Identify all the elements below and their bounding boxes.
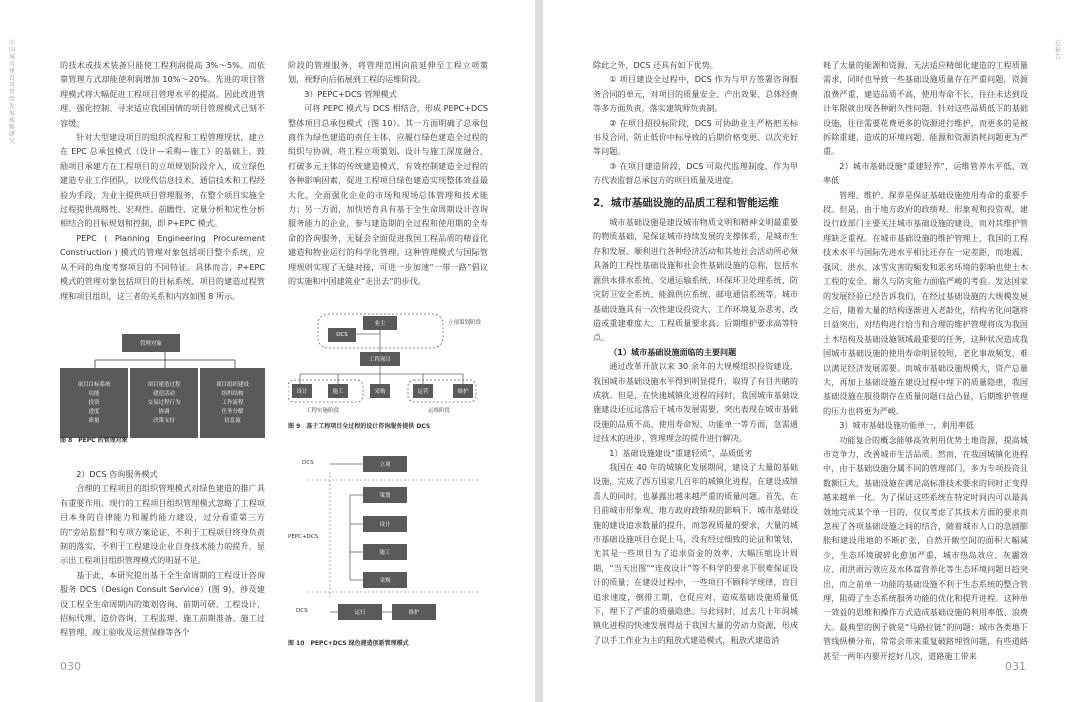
fig10-box: 采购 [363,572,407,588]
paragraph: 阶段的管理服务，将管理范围向前延伸至工程立项策划，视野向后拓展到工程的运维阶段。 [288,60,488,85]
subsection-heading: （1）城市基础设施面临的主要问题 [609,346,737,357]
fig9-right-label: 立项策划阶段 [448,320,482,326]
fig8-item: 项目目标系统 [77,381,111,388]
fig8-item: 交易过程行为 [147,399,181,406]
fig8-item: 工作流程 [221,399,244,406]
subheading: 3）PEPC+DCS 管理模式 [304,88,397,99]
left-page [0,0,535,702]
fig10-label: DCS [296,608,308,614]
figure-9 [288,312,488,417]
subheading: 2）DCS 咨询服务模式 [76,469,158,479]
fig8-item: 质量 [88,417,100,424]
paragraph: 管理、维护、保养是保证基础设施使用寿命的重要手段。但是，由于地方政府的政绩观、形象观和投资观，建设行政部门主要关注城市基础设施的建设，而对其维护管理缺乏重视。在城市基础设施的维护管理上，我国的工程技术水平与国际先进水平相比还存在一定差距，而地震、强风、洪水、冰雪灾害的频发和恶劣环境的影响也使土木工程的安全、耐久与防灾能力面临严峻的考验。发达国家的发展经验已经告诉我们，在经过基础设施的大规模发展之后，随着大量的结构逐渐进入老龄化，结构劣化问题将日益突出，对结构进行恰当和合理的维护管理将成为我国土木结构及基础设施领域最重要的任务，这种状况造成我国城市基础设施的使用寿命明显较短，老化事故频发，难以满足经济发展需要。而城市基础设施规模大，资产总量大，再加上基础设施在建设过程中埋下的质量隐患，我国基础设施在服役期存在质量问题日益凸显，后期维护管理的压力也将更为严峻。 [823,189,1028,416]
fig10-label: PEPC+DCS [288,534,319,540]
fig8-top-box: 管理对象 [122,334,180,352]
fig10-box: 施工 [363,544,407,560]
paragraph: 除此之外，DCS 还具有如下优势。 [593,60,718,70]
right-col3 [593,58,798,647]
fig10-box: 维护 [392,604,436,620]
fig10-box: 立项 [363,456,407,472]
fig10-box: 设计 [363,516,407,532]
paragraph: 我国在 40 年的城镇化发展期间，建设了大量的基础设施，完成了西方国家几百年的城镇化进程，在建设成绩喜人的同时，也暴露出越来越严重的质量问题。首先，在目前城市形象观、地方政府政绩观的影响下，城市基础设施的建设追求数量的提升，而忽视质量的要求，大量的城市基础设施项目仓促上马，没有经过细致的论证和策划，尤其是一些项目为了追求资金的效率，大幅压缩设计周期，“当天出图”“连夜设计”等不科学的要求下很难保证设计的质量；在建设过程中，一些项目不顾科学规律，盲目追求速度，倒排工期，仓促应对，造成基础设施质量低下，埋下了严重的质量隐患。与此同时，过去几十年间城镇化进程的快速发展得益于我国大量的劳动力资源，形成了以手工作业为主的粗放式建造模式，粗放式建造消 [593,461,798,645]
list-item: ① 项目建设全过程中，DCS 作为与甲方签署咨询服务合同的单元，对项目的质量安全、产出效果、总体经费等多方面负责，落实建筑师负责制。 [593,74,798,114]
fig9-box: 维护 [453,384,473,398]
fig9-label-right: 运维阶段 [428,408,451,414]
figure-8 [60,330,265,448]
section-heading: 2．城市基础设施的品质工程和智能运维 [593,196,779,209]
paragraph: 通过改革开放以来 30 余年的大规模组织投资建设，我国城市基础设施水平得到明显提升，取得了有目共睹的成就。但是，在快速城镇化进程的同时，我国城市基础设施建设还远远落后于城市发展需要，突出表现在城市基础设施的品质不高、使用寿命短、功能单一等方面，急需通过技术的进步、管理理念的提升进行解决。 [593,361,798,444]
fig8-item: 决策支持 [152,417,175,424]
page-number-right: 031 [1005,660,1026,673]
figure-10 [288,452,488,632]
fig9-dcs-box: DCS [328,328,356,342]
right-side-title: 总报告 [1055,40,1062,61]
left-col1-top [60,58,265,303]
left-col2-top [288,58,488,289]
fig9-label-left: 工程实施阶段 [306,408,340,414]
fig9-box: 运营 [413,384,433,398]
fig9-project-box: 工程项目 [360,352,400,366]
fig8-caption: 图 8 PEPC 的管理对象 [60,437,128,444]
right-col4 [823,58,1028,663]
fig8-item: 功能 [88,390,100,397]
fig9-box: 设计 [292,384,312,398]
fig10-caption: 图 10 PEPC+DCS 绿色建造创新管理模式 [288,640,409,647]
paragraph: 耗了大量的能源和资源，无法适应精细化建造的工程质量需求，同时也导致一些基础设施质量存在严重问题，资源浪费严重，建造品质不高，使用寿命不长，往往未达到设计年限就出现各种耐久性问题。针对这些品质低下的基础设施，往往需要花费更多的资源进行维护，而更多的是被拆除重建，造成的环境问题、能源和资源消耗问题更为严重。 [823,60,1028,157]
fig8-item: 项目组织建设 [215,381,249,388]
paragraph: PEPC ( Planning Engineering Procurement Construction ) 模式的管理对象包括项目整个系统，应从不同的角度考察项目的不同特征。具体而言，P+EPC 模式的管理对象包括项目的目标系统、项目的建造过程管理和项目组织，这三者的关系和内容如图 8 所示。 [60,232,265,301]
fig9-owner-box: 业主 [363,316,397,330]
list-item: ③ 在项目建造阶段，DCS 可取代监理制度，作为甲方代表监督总承包方的项目质量及进度。 [593,160,798,186]
paragraph: 城市基础设施是建设城市物质文明和精神文明最重要的物质基础，是保证城市持续发展的支撑体系，是城市生存和发展、顺利进行各种经济活动和其他社会活动所必须具备的工程性基础设施和社会性基础设施的总称，包括水源供水排水系统、交通运输系统、环保环卫处理系统、防灾防卫安全系统、能源供应系统、邮电通信系统等。城市基础设施具有一次性建设投资大、工作环境复杂恶劣、改造或重建难度大、工程质量要求高、后期维护要求高等特点。 [593,217,798,343]
right-page [543,0,1078,702]
paragraph: 可将 PEPC 模式与 DCS 相结合，形成 PEPC+DCS 整体项目总承包模式（图 10）。其一方面明确了总承包商作为绿色建造的责任主体，应履行绿色建造全过程的组织与协调，将工程立项策划、设计与施工深度融合，打破多元主体的传统建造模式，有效控制建造全过程的各种影响因素，促进工程项目绿色建造实现整体效益最大化，全面强化企业的市场和现场总体管理和技术能力；另一方面，加快培育具有基于全生命周期设计咨询服务能力的企业，参与建造期的全过程和使用期的全寿命的咨询服务，无疑会全面促进我国工程品质的精益化建造和物业运行的科学化管理。这种管理模式与国际管理规则实现了无缝对接，可进一步加速“一带一路”倡议的实施和中国建筑业“走出去”的步伐。 [288,103,488,287]
fig8-item: 建造活动 [152,390,175,397]
fig8-item: 信息流 [224,417,241,424]
fig8-item: 协调 [158,408,170,415]
page-number-left: 030 [60,660,81,673]
paragraph: 的技术或技术装备只能使工程利润提高 3%～5%。而依靠管理方式却能使利润增加 10%～20%。先进的项目管理模式将大幅促进工程项目管理水平的提高。因此改进管理、强化控制、寻求适应我国国情的项目管理模式已刻不容缓。 [60,60,265,128]
left-col1-bottom [60,467,265,640]
fig9-caption: 图 9 基于工程项目全过程的设计咨询服务提供 DCS [288,423,431,430]
fig8-branch-3 [200,368,265,438]
fig8-branch-1 [60,368,128,438]
fig10-box: 策划 [363,487,407,503]
paragraph: 合理的工程项目的组织管理模式对绿色建造的推广具有重要作用。现行的工程项目组织管理模式忽略了工程项目本身的自律能力和履约能力建设，过分看重第三方的“旁站监督”和专项方案论证，不利于工程项目终身负责制的落实，不利于工程建设企业自身技术能力的提升，显示出工程项目组织管理模式的明显不足。 [60,483,265,566]
fig8-branch-2 [130,368,198,438]
list-item: ② 在项目招投标阶段，DCS 可协助业主严格把关标书及合同，防止低价中标导致的后期价格变更、以次充好等问题。 [593,117,798,157]
fig8-item: 任务分解 [221,408,244,415]
paragraph: 针对大型建设项目的组织流程和工程管理现状，建立在 EPC 总承包模式（设计—采购—施工）的基础上，鼓励项目承建方在工程项目的立项规划阶段介入，成立绿色建造专业工作团队，以现代信息技术、通信技术和工程经验为手段，为业主提供项目管理服务，在整个项目实施全过程提供战略性、宏观性、前瞻性、定量分析和定性分析相结合的目标规划和控制，即 P+EPC 模式。 [60,132,265,229]
fig8-item: 投资 [88,399,100,406]
fig9-box: 施工 [328,384,348,398]
fig9-box: 采购 [370,384,390,398]
fig8-item: 组织结构 [221,390,244,397]
figure-10-lines [288,452,488,632]
left-side-title: 中国城市建设可持续发展战略研究 [9,40,16,145]
fig8-item: 项目建造过程 [147,381,181,388]
subheading: 2）城市基础设施“重建轻养”，运维管养水平低、效率低 [823,160,1028,186]
subheading: 3）城市基础设施功能单一，利用率低 [839,420,974,431]
fig10-box: 运行 [338,604,382,620]
fig10-label: DCS [302,460,314,466]
paragraph: 基于此，本研究提出基于全生命周期的工程设计咨询服务 DCS（Design Consult Service）(图 9)，涉及建设工程全生命周期内的策划咨询、前期可研、工程设计、招标代理、造价咨询、工程监理、施工前期准备、施工过程管理、竣工验收及运营保修等各个 [60,569,265,638]
subheading: 1）基础设施建设“重建轻质”，品质低劣 [609,447,753,458]
paragraph: 功能复合的概念能够高效利用优势土地资源，提高城市竞争力，改善城市生活品质。然而，在我国城镇化进程中，由于基础设施分属不同的管理部门，多为专项投资且数额巨大，基础设施在满足高标准技术要求的同时正变得越来越单一化。为了保证这些系统在特定时间内可以最高效地完成某个单一目的，仅仅考虑了其技术方面的要求而忽视了各项基础设施之间的结合，随着城市人口的急剧膨胀和建设用地的不断扩张，自然开敞空间的面积大幅减少，生态环境破碎化愈加严重，城市热岛效应、灰霾效应、雨洪雨污效应及水体富营养化等生态环境问题日趋突出，而之前单一功能的基础设施不利于生态系统的整合管理，阻碍了生态系统服务功能的优化和提升进程。这种单一效益的思维和操作方式造成基础设施的利用率低、浪费大。最典型的例子就是“马路拉链”的问题：城市各类地下管线纵横分布，常常会带来重复破路埋管问题，有些道路甚至一两年内要开挖好几次，道路施工带来 [823,434,1028,661]
fig8-item: 进度 [88,408,100,415]
